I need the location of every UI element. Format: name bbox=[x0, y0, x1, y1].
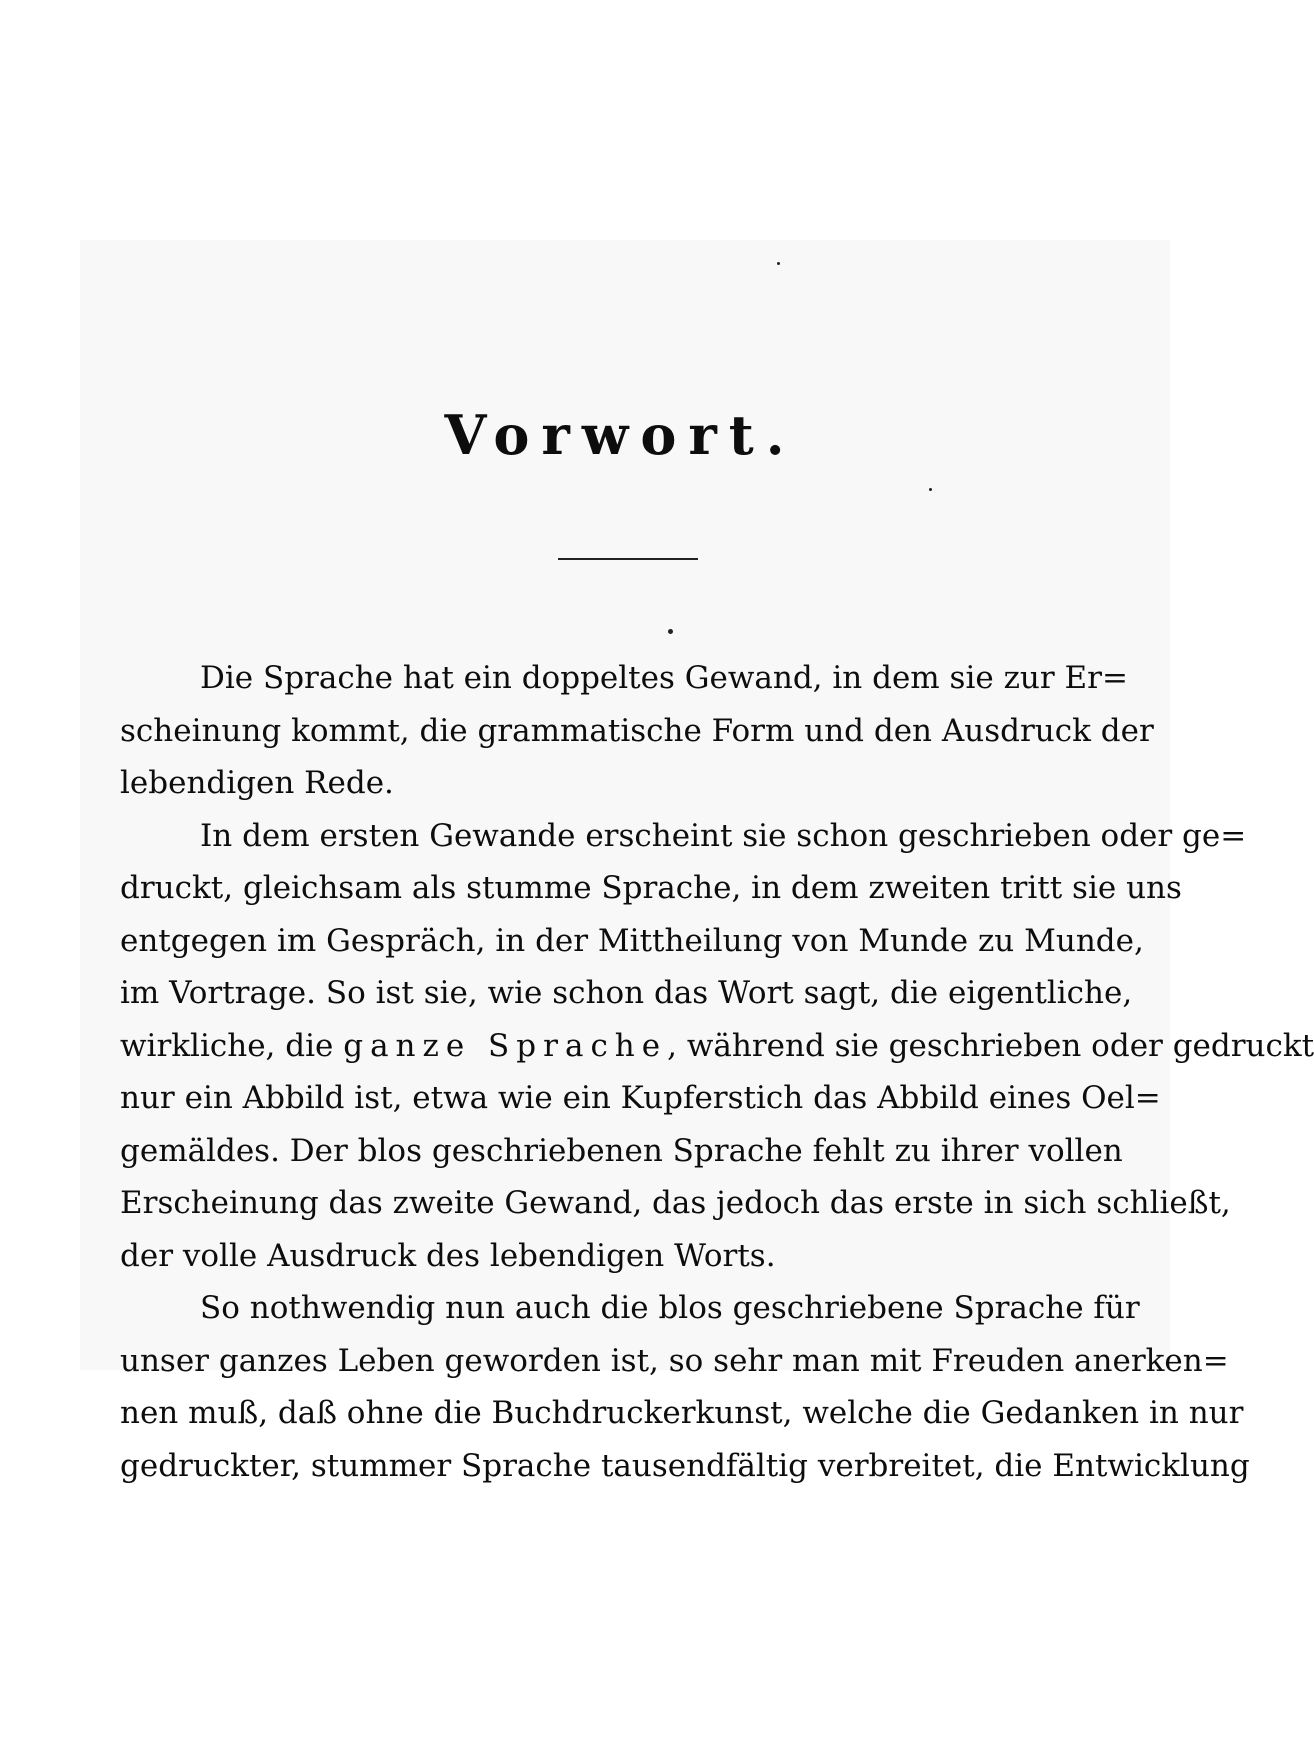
text-line: druckt, gleichsam als stumme Sprache, in dem zweiten tritt sie uns bbox=[120, 870, 1182, 906]
body-text bbox=[120, 652, 1314, 1492]
text-line: entgegen im Gespräch, in der Mittheilung von Munde zu Munde, bbox=[120, 922, 1144, 959]
text-line: der volle Ausdruck des lebendigen Worts. bbox=[120, 1237, 776, 1274]
paragraph-1 bbox=[120, 652, 1154, 810]
text-line: scheinung kommt, die grammatische Form und den Ausdruck der bbox=[120, 712, 1154, 749]
text-line: Die Sprache hat ein doppeltes Gewand, in dem sie zur Er= bbox=[200, 660, 1128, 696]
paragraph-2 bbox=[120, 810, 1314, 1283]
text-line: gemäldes. Der blos geschriebenen Sprache fehlt zu ihrer vollen bbox=[120, 1132, 1123, 1169]
text-segment: wirkliche, die bbox=[120, 1027, 344, 1064]
text-line: lebendigen Rede. bbox=[120, 765, 394, 801]
text-line: unser ganzes Leben geworden ist, so sehr man mit Freuden anerken= bbox=[120, 1342, 1229, 1379]
text-segment: , während sie geschrieben oder gedruckt bbox=[667, 1027, 1314, 1064]
text-line: nur ein Abbild ist, etwa wie ein Kupferstich das Abbild eines Oel= bbox=[120, 1080, 1161, 1116]
text-line: gedruckter, stummer Sprache tausendfältig verbreitet, die Entwicklung bbox=[120, 1447, 1250, 1484]
title-divider bbox=[558, 558, 698, 560]
scan-speck bbox=[929, 488, 932, 491]
emphasized-text: ganze Sprache bbox=[343, 1027, 668, 1064]
scan-speck bbox=[777, 262, 780, 265]
text-line: Erscheinung das zweite Gewand, das jedoch das erste in sich schließt, bbox=[120, 1185, 1231, 1221]
text-line: So nothwendig nun auch die blos geschriebene Sprache für bbox=[200, 1290, 1140, 1326]
paragraph-3 bbox=[120, 1282, 1250, 1492]
text-line: im Vortrage. So ist sie, wie schon das Wort sagt, die eigentliche, bbox=[120, 975, 1133, 1011]
text-line bbox=[120, 1020, 1314, 1073]
scan-speck bbox=[668, 629, 673, 634]
text-line: In dem ersten Gewande erscheint sie schon geschrieben oder ge= bbox=[200, 817, 1247, 854]
page-title: Vorwort. bbox=[444, 403, 797, 467]
text-line: nen muß, daß ohne die Buchdruckerkunst, welche die Gedanken in nur bbox=[120, 1395, 1244, 1431]
